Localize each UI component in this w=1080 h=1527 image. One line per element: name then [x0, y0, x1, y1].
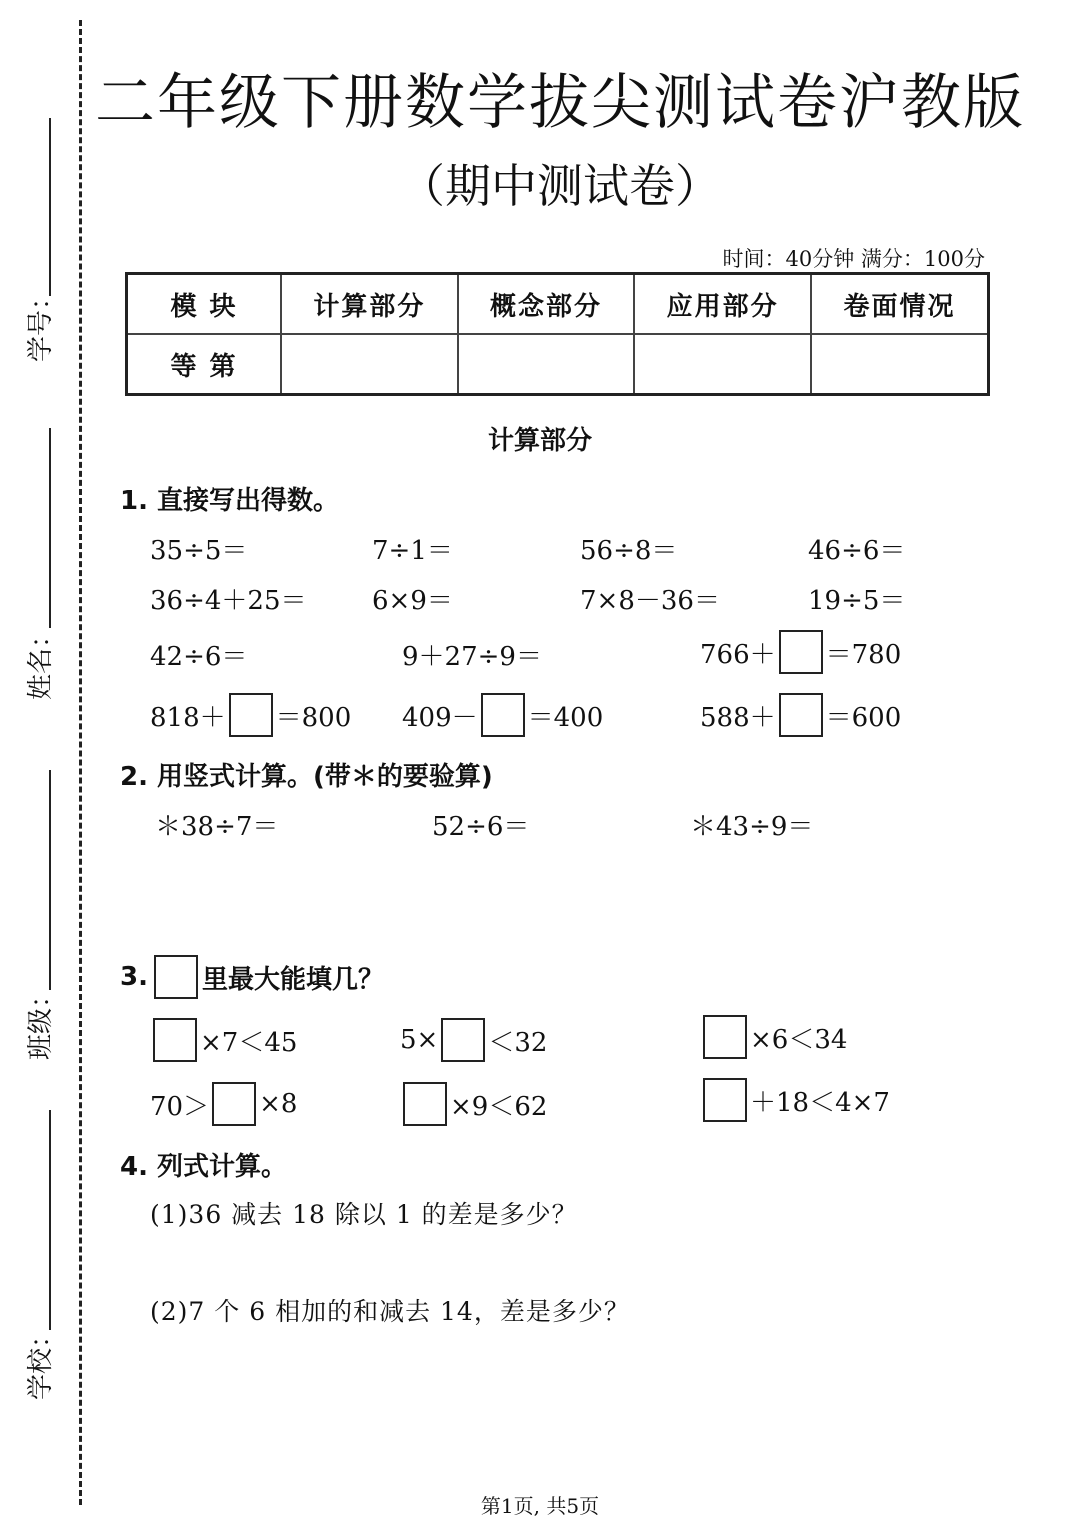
- name-label: 姓名：: [26, 621, 56, 700]
- answer-box[interactable]: [703, 1015, 747, 1059]
- grade-row-label: 等 第: [127, 334, 282, 395]
- expr-after: ×8: [259, 1089, 298, 1119]
- expr-after: ＝780: [825, 639, 902, 670]
- q1-expression: 36÷4＋25＝: [150, 586, 307, 616]
- q4-subquestion: (2)7 个 6 相加的和减去 14，差是多少？: [150, 1297, 630, 1326]
- answer-box[interactable]: [481, 693, 525, 737]
- expr-before: 588＋: [700, 702, 776, 733]
- score-table: [125, 272, 990, 396]
- score-header-cell: 模 块: [127, 274, 282, 335]
- q1-expression: 7×8－36＝: [580, 586, 720, 616]
- q4-subquestion: (1)36 减去 18 除以 1 的差是多少？: [150, 1200, 578, 1229]
- score-header-cell: 应用部分: [634, 274, 811, 335]
- q3-heading: [120, 955, 384, 999]
- answer-box[interactable]: [212, 1082, 256, 1126]
- q4-heading: 4. 列式计算。: [120, 1152, 288, 1182]
- q2-heading: 2. 用竖式计算。(带＊的要验算): [120, 762, 493, 792]
- expr-before: 409－: [402, 702, 478, 733]
- expr-after: ×7＜45: [200, 1027, 298, 1058]
- q1-box-equation: [700, 693, 901, 737]
- grade-cell[interactable]: [634, 334, 811, 395]
- q3-inequality: [400, 1018, 547, 1062]
- student-id-line: [49, 118, 51, 296]
- q3-number: 3.: [120, 962, 148, 992]
- school-line: [49, 1110, 51, 1330]
- q3-heading-text: 里最大能填几？: [201, 964, 384, 995]
- expr-after: ＜32: [488, 1027, 548, 1058]
- q1-expression: 35÷5＝: [150, 536, 248, 566]
- page-footer: 第1页, 共5页: [480, 1494, 600, 1518]
- q1-heading: 1. 直接写出得数。: [120, 486, 340, 516]
- grade-cell[interactable]: [281, 334, 458, 395]
- q3-inequality: [150, 1018, 297, 1062]
- page-subtitle: （期中测试卷）: [399, 159, 721, 213]
- expr-after: ×9＜62: [450, 1091, 548, 1122]
- answer-box[interactable]: [703, 1078, 747, 1122]
- grade-cell[interactable]: [458, 334, 635, 395]
- answer-box[interactable]: [403, 1082, 447, 1126]
- class-line: [49, 770, 51, 990]
- q1-expression: 46÷6＝: [808, 536, 906, 566]
- score-header-cell: 概念部分: [458, 274, 635, 335]
- expr-after: ＝600: [825, 702, 902, 733]
- exam-meta: 时间：40分钟 满分：100分: [722, 247, 985, 271]
- answer-box[interactable]: [779, 693, 823, 737]
- expr-after: ＝800: [275, 702, 352, 733]
- grade-cell[interactable]: [811, 334, 988, 395]
- expr-after: ×6＜34: [750, 1024, 848, 1055]
- class-label: 班级：: [26, 981, 56, 1060]
- binding-dashed-line: [79, 20, 82, 1505]
- score-header-cell: 计算部分: [281, 274, 458, 335]
- q2-expression: ＊38÷7＝: [155, 812, 279, 842]
- q1-expression: 7÷1＝: [372, 536, 453, 566]
- expr-after: ＋18＜4×7: [750, 1087, 890, 1118]
- q3-inequality: [700, 1078, 890, 1122]
- expr-before: 5×: [400, 1025, 439, 1055]
- page-title: 二年级下册数学拔尖测试卷沪教版: [95, 68, 1025, 138]
- expr-before: 70＞: [150, 1091, 210, 1122]
- answer-box[interactable]: [779, 630, 823, 674]
- q2-expression: 52÷6＝: [432, 812, 530, 842]
- q1-expression: 56÷8＝: [580, 536, 678, 566]
- answer-box[interactable]: [153, 1018, 197, 1062]
- score-table-header-row: [127, 274, 989, 335]
- q1-expression: 19÷5＝: [808, 586, 906, 616]
- q3-inequality: [150, 1082, 297, 1126]
- q1-box-equation: [150, 693, 351, 737]
- expr-before: 818＋: [150, 702, 226, 733]
- section-title: 计算部分: [487, 426, 592, 456]
- q1-box-equation: [700, 630, 901, 674]
- school-label: 学校：: [26, 1321, 56, 1400]
- score-table-grade-row: [127, 334, 989, 395]
- q2-expression: ＊43÷9＝: [690, 812, 814, 842]
- answer-box[interactable]: [229, 693, 273, 737]
- expr-before: 766＋: [700, 639, 776, 670]
- q3-inequality: [400, 1082, 547, 1126]
- q1-expression: 9＋27÷9＝: [402, 642, 542, 672]
- q1-expression: 6×9＝: [372, 586, 453, 616]
- name-line: [49, 428, 51, 628]
- expr-after: ＝400: [527, 702, 604, 733]
- q1-box-equation: [402, 693, 603, 737]
- student-id-label: 学号：: [26, 283, 56, 362]
- score-header-cell: 卷面情况: [811, 274, 988, 335]
- q1-expression: 42÷6＝: [150, 642, 248, 672]
- answer-box[interactable]: [441, 1018, 485, 1062]
- q3-heading-box-icon: [154, 955, 198, 999]
- q3-inequality: [700, 1015, 847, 1059]
